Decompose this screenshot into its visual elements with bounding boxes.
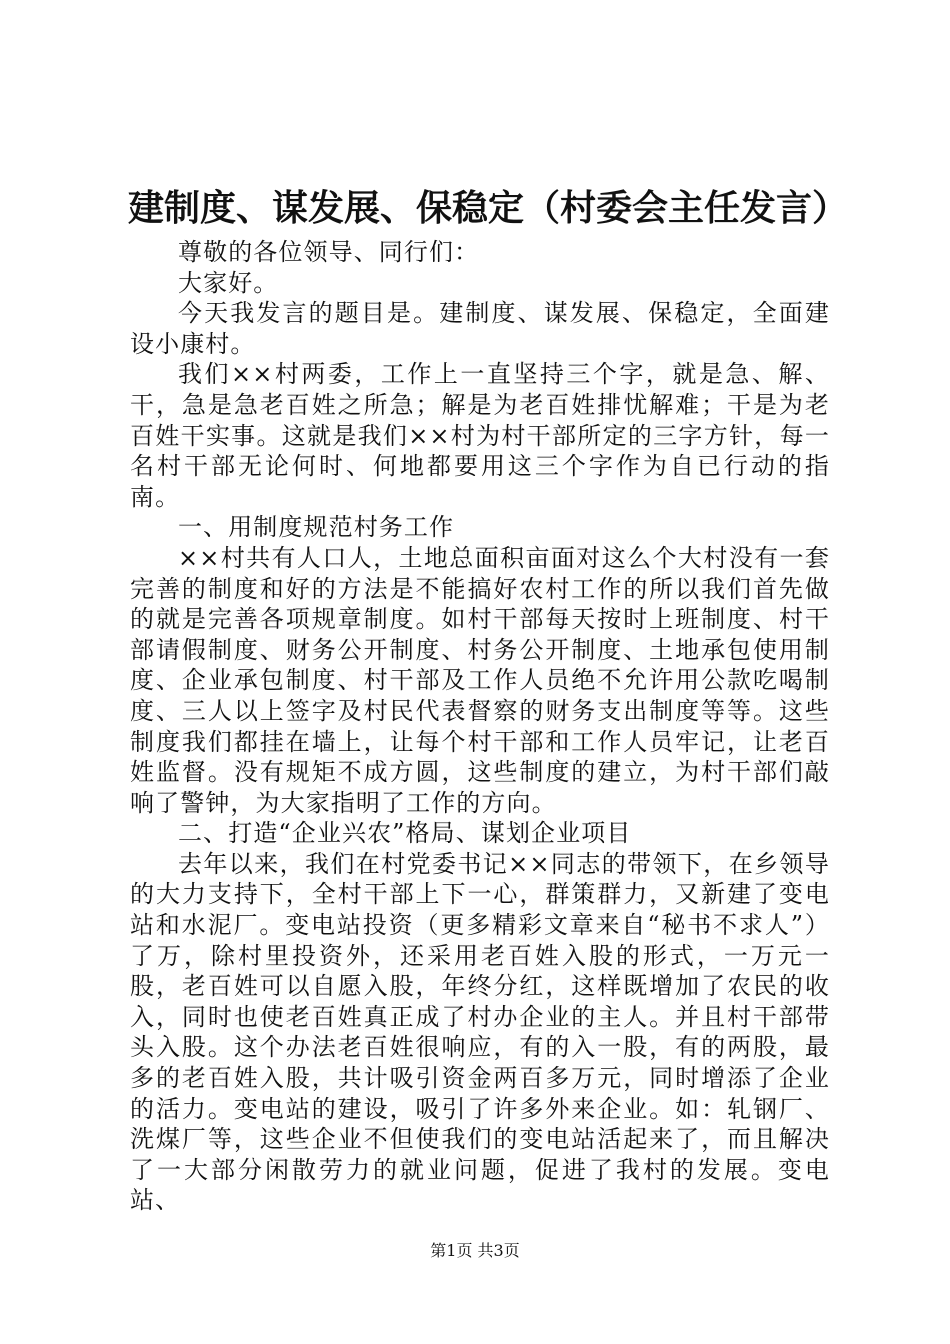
paragraph-salutation: 尊敬的各位领导、同行们： [178,238,480,266]
paragraph-greeting: 大家好。 [178,268,279,297]
document-body [130,237,830,1216]
page-number-footer: 第1页 共3页 [430,1241,520,1260]
section-heading-2: 二、打造“企业兴农”格局、谋划企业项目 [178,819,632,848]
paragraph-principles: 我们××村两委，工作上一直坚持三个字，就是急、解、干，急是急老百姓之所急；解是为老百姓排忧解难；干是为老百姓干实事。这就是我们××村为村干部所定的三字方针，每一名村干部无论何时、何地都要用这三个字作为自已行动的指南。 [130,360,830,511]
paragraph-topic: 今天我发言的题目是。建制度、谋发展、保稳定，全面建设小康村。 [130,299,830,358]
paragraph-enterprise: 去年以来，我们在村党委书记××同志的带领下，在乡领导的大力支持下，全村干部上下一心，群策群力，又新建了变电站和水泥厂。变电站投资（更多精彩文章来自“秘书不求人”）了万，除村里投资外，还采用老百姓入股的形式，一万元一股，老百姓可以自愿入股，年终分红，这样既增加了农民的收入，同时也使老百姓真正成了村办企业的主人。并且村干部带头入股。这个办法老百姓很响应，有的入一股，有的两股，最多的老百姓入股，共计吸引资金两百多万元，同时增添了企业的活力。变电站的建设，吸引了许多外来企业。如：轧钢厂、洗煤厂等，这些企业不但使我们的变电站活起来了，而且解决了一大部分闲散劳力的就业问题，促进了我村的发展。变电站、 [130,849,830,1215]
section-heading-1: 一、用制度规范村务工作 [178,513,455,542]
paragraph-regulations: ××村共有人口人，土地总面积亩面对这么个大村没有一套完善的制度和好的方法是不能搞好农村工作的所以我们首先做的就是完善各项规章制度。如村干部每天按时上班制度、村干部请假制度、财务公开制度、村务公开制度、土地承包使用制度、企业承包制度、村干部及工作人员绝不允许用公款吃喝制度、三人以上签字及村民代表督察的财务支出制度等等。这些制度我们都挂在墙上，让每个村干部和工作人员牢记，让老百姓监督。没有规矩不成方圆，这些制度的建立，为村干部们敲响了警钟，为大家指明了工作的方向。 [130,543,830,817]
document-title: 建制度、谋发展、保稳定（村委会主任发言） [128,187,849,229]
